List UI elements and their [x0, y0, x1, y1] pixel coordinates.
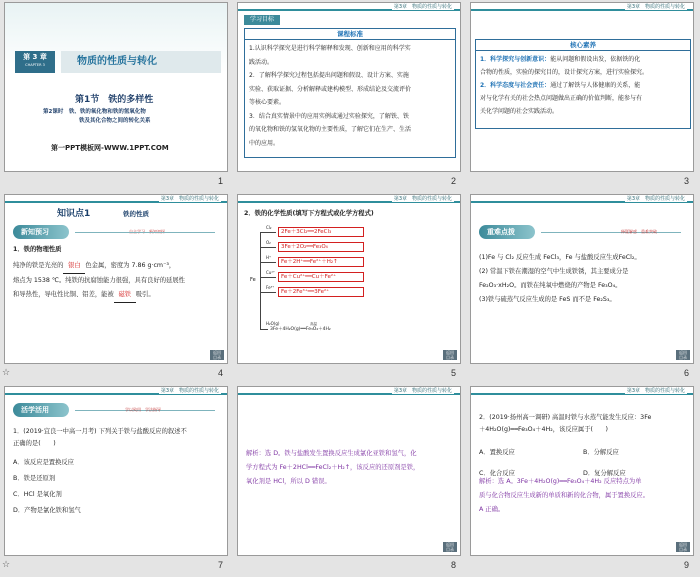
standard-line: 等核心要素。 — [249, 99, 286, 106]
standard-line: 2．了解科学探究过程包括提出问题和假设、设计方案、实施 — [249, 72, 409, 79]
last-branch-line — [260, 329, 268, 330]
line-text: 吸引。 — [135, 291, 155, 298]
option-item: B．铁是还原剂 — [13, 475, 56, 482]
option-item: B．分解反应 — [583, 449, 619, 456]
reaction-branch — [260, 255, 460, 270]
slide-number: 3 — [683, 176, 689, 186]
slide-number: 1 — [217, 176, 223, 186]
line-text: 和导热性，导电性比铜、铝差，能被 — [13, 291, 114, 298]
header-tag: 第3章 物质的性质与转化 — [160, 388, 219, 394]
slide-6-cell[interactable] — [466, 192, 699, 384]
nav-button[interactable]: 返回 目录 — [210, 350, 224, 360]
slide-3-cell[interactable] — [466, 0, 699, 192]
slide-header — [471, 387, 693, 396]
analysis-line: 解析：选 D。铁与盐酸发生置换反应生成氯化亚铁和氢气，化 — [246, 450, 417, 457]
literacy-text: 能从问题和假设出发，依据铁的化 — [550, 56, 641, 63]
root-fe: Fe — [250, 277, 256, 283]
slide-header — [471, 3, 693, 12]
key-lines — [479, 251, 691, 307]
banner-sub: 学以致用 学法指导 — [125, 407, 161, 412]
literacy-line: 合物的性质，实验的探究目的，设计探究方案，进行实验探究。 — [480, 69, 649, 76]
literacy-box — [475, 39, 691, 129]
literacy-item — [480, 79, 686, 92]
slide-header — [5, 195, 227, 204]
banner-line — [541, 232, 681, 233]
literacy-head: 2．科学态度与社会责任： — [480, 82, 551, 89]
reaction-branch — [260, 270, 460, 285]
slide-number: 8 — [450, 560, 456, 570]
box-title: 课程标准 — [245, 29, 455, 40]
point-title: 知识点1 — [57, 209, 91, 219]
header-tag: 第3章 物质的性质与转化 — [626, 196, 685, 202]
slide-9[interactable] — [470, 386, 694, 556]
literacy-text: 通过了解铁与人体健康的关系，能 — [550, 82, 641, 89]
equation-box: 2Fe＋3Cl₂══2FeCl₃ — [278, 227, 364, 237]
slide-2[interactable] — [237, 2, 461, 172]
question-line-1: 1．(2019·宜良一中高一月考) 下列关于铁与盐酸反应的叙述不 — [13, 428, 187, 435]
header-tag: 第3章 物质的性质与转化 — [393, 196, 452, 202]
analysis-lines — [479, 475, 691, 517]
header-tag: 第3章 物质的性质与转化 — [393, 4, 452, 10]
slide-4[interactable] — [4, 194, 228, 364]
question-line-1: 2．(2019·扬州高一调研) 高温时铁与水蒸气能发生反应：3Fe — [479, 414, 652, 421]
property-line — [13, 288, 225, 303]
nav-button[interactable]: 返回 目录 — [676, 350, 690, 360]
literacy-head: 1．科学探究与创新意识： — [480, 56, 551, 63]
answer-blank: 银白 — [63, 259, 85, 274]
reaction-branches — [260, 225, 460, 300]
standard-line: 实验、获取证据、分析解释或建构模型、形成结论及交流评价 — [249, 85, 412, 93]
standard-line: 1.认识科学探究是进行科学解释和发现、创新和应用的科学实 — [249, 45, 411, 52]
box-title: 核心素养 — [476, 40, 690, 51]
key-banner: 重难点拨 — [479, 225, 535, 239]
chapter-title-bar — [61, 51, 221, 73]
standard-lines — [245, 40, 455, 152]
branch-line — [260, 277, 276, 278]
lesson-title-2: 铁及其化合物之间的转化关系 — [79, 118, 151, 124]
analysis-line: 解析：选 A。3Fe＋4H₂O(g)══Fe₃O₄＋4H₂ 反应特点为单 — [479, 478, 642, 485]
literacy-item — [480, 53, 686, 66]
slide-1-cell[interactable] — [0, 0, 233, 192]
practice-banner: 活学活用 — [13, 403, 69, 417]
lesson-title: 第2课时 铁、铁的氧化物和铁的氢氧化物 — [43, 109, 146, 115]
banner-line — [75, 232, 215, 233]
option-item: A．置换反应 — [479, 449, 515, 456]
option-item: D．复分解反应 — [583, 470, 626, 477]
key-line: (1)Fe 与 Cl₂ 反应生成 FeCl₃，Fe 与盐酸反应生成FeCl₂。 — [479, 254, 641, 261]
slide-8[interactable] — [237, 386, 461, 556]
equation-box: Fe＋2Fe³⁺══3Fe²⁺ — [278, 287, 364, 297]
answer-blank: 磁铁 — [114, 288, 136, 303]
standard-line: 3．结合真实情景中的应用实例或通过实验探究，了解铁、铁 — [249, 112, 409, 120]
reactant: H⁺ — [266, 255, 272, 260]
reactant: Cl₂ — [266, 225, 272, 230]
literacy-line: 关化学问题的社会实践活动。 — [480, 108, 559, 115]
reaction-branch — [260, 225, 460, 240]
slide-header — [238, 195, 460, 204]
slide-number: 6 — [683, 368, 689, 378]
slide-header — [471, 195, 693, 204]
slide-number: 7 — [217, 560, 223, 570]
branch-line — [260, 262, 276, 263]
analysis-lines — [246, 447, 458, 489]
analysis-line: 学方程式为 Fe＋2HCl══FeCl₂＋H₂↑，该反应的还原剂是铁， — [246, 464, 420, 471]
slide-6[interactable] — [470, 194, 694, 364]
chapter-title: 物质的性质与转化 — [77, 56, 157, 67]
key-line: (3)铁与硫蒸气反应生成的是 FeS 而不是 Fe₂S₃。 — [479, 296, 616, 303]
property-lines — [13, 259, 225, 303]
standard-line: 中的应用。 — [249, 139, 280, 147]
line-text: 熔点为 1538 ℃。纯铁的抗腐蚀能力很强，具有良好的延展性 — [13, 277, 185, 284]
literacy-line: 对与化学有关的社会热点问题做出正确的价值判断，能参与有 — [480, 95, 643, 102]
point-name: 铁的性质 — [123, 210, 149, 218]
header-tag: 第3章 物质的性质与转化 — [626, 388, 685, 394]
standard-box — [244, 28, 456, 158]
slide-number: 2 — [450, 176, 456, 186]
slide-header — [238, 387, 460, 396]
branch-line — [260, 247, 276, 248]
slide-7-cell[interactable] — [0, 384, 233, 576]
key-line: Fe₂O₃·xH₂O。而铁在纯氧中燃烧的产物是 Fe₃O₄。 — [479, 282, 622, 289]
goal-badge: 学习目标 — [244, 15, 280, 25]
key-line: (2) 常温下铁在潮湿的空气中生成铁锈，其主要成分是 — [479, 268, 629, 275]
last-eq: 3Fe＋4H₂O(g)══Fe₃O₄＋4H₂ — [270, 327, 331, 332]
last-cond: 高温 — [310, 322, 317, 326]
reactant: Fe³⁺ — [266, 285, 275, 290]
slide-8-cell[interactable] — [233, 384, 466, 576]
sub-title: 1．铁的物理性质 — [13, 246, 62, 253]
nav-button[interactable]: 返回 目录 — [443, 350, 457, 360]
line-text: 纯净的铁是光亮的 — [13, 262, 64, 269]
option-item: A．该反应是置换反应 — [13, 459, 74, 466]
section-title: 第1节 铁的多样性 — [75, 95, 154, 105]
analysis-line: 质与化合物反应生成新的单质和新的化合物，属于置换反应。 — [479, 492, 650, 499]
standard-line: 的氧化物和铁的氢氧化物的主要性质，了解它们在生产、生活 — [249, 126, 412, 133]
option-item: C．HCl 是氧化剂 — [13, 491, 62, 498]
header-tag: 第3章 物质的性质与转化 — [393, 388, 452, 394]
reaction-branch — [260, 240, 460, 255]
nav-button[interactable]: 返回 目录 — [676, 542, 690, 552]
slide-2-cell[interactable] — [233, 0, 466, 192]
chem-title: 2．铁的化学性质(填写下方程式或化学方程式) — [244, 210, 374, 217]
equation-box: 3Fe＋2O₂══Fe₃O₄ — [278, 242, 364, 252]
nav-button[interactable]: 返回 目录 — [443, 542, 457, 552]
slide-1[interactable] — [4, 2, 228, 172]
slide-header — [5, 387, 227, 396]
slide-9-cell[interactable] — [466, 384, 699, 576]
option-item: D．产物是氯化铁和氢气 — [13, 507, 81, 514]
standard-line: 践活动。 — [249, 58, 274, 66]
branch-line — [260, 232, 276, 233]
slide-7[interactable] — [4, 386, 228, 556]
line-text: 色金属，密度为 7.86 g·cm⁻³， — [85, 262, 176, 269]
property-line — [13, 274, 225, 288]
reactant: Cu²⁺ — [266, 270, 276, 275]
site-text: 第一PPT模板网-WWW.1PPT.COM — [51, 144, 169, 152]
chapter-sub: CHAPTER 3 — [25, 63, 45, 67]
analysis-line: 氧化剂是 HCl，所以 D 错误。 — [246, 478, 331, 485]
star-icon[interactable]: ☆ — [2, 368, 11, 378]
option-item: C．化合反应 — [479, 470, 515, 477]
star-icon[interactable]: ☆ — [2, 560, 11, 570]
question-line-2: ＋4H₂O(g)══Fe₃O₄＋4H₂，该反应属于( ) — [479, 426, 609, 433]
header-tag: 第3章 物质的性质与转化 — [626, 4, 685, 10]
slide-number: 4 — [217, 368, 223, 378]
property-line — [13, 259, 225, 274]
slide-5-cell[interactable] — [233, 192, 466, 384]
banner-sub: 释疑解惑 重难突破 — [621, 229, 657, 234]
slide-4-cell[interactable] — [0, 192, 233, 384]
slide-number: 9 — [683, 560, 689, 570]
literacy-items — [476, 51, 690, 120]
header-tag: 第3章 物质的性质与转化 — [160, 196, 219, 202]
reactant: O₂ — [266, 240, 271, 245]
slide-3[interactable] — [470, 2, 694, 172]
question-line-2: 正确的是( ) — [13, 440, 56, 447]
slide-number: 5 — [450, 368, 456, 378]
options-list — [13, 455, 225, 519]
reaction-branch — [260, 285, 460, 300]
chapter-badge — [15, 51, 55, 73]
analysis-line: A 正确。 — [479, 506, 505, 513]
slide-header — [238, 3, 460, 12]
equation-box: Fe＋2H⁺══Fe²⁺＋H₂↑ — [278, 257, 364, 267]
equation-box: Fe＋Cu²⁺══Cu＋Fe²⁺ — [278, 272, 364, 282]
branch-line — [260, 292, 276, 293]
preview-banner: 新知预习 — [13, 225, 69, 239]
chapter-label: 第 3 章 — [23, 53, 47, 61]
last-reactant: H₂O(g) — [266, 321, 280, 326]
slide-5[interactable] — [237, 194, 461, 364]
